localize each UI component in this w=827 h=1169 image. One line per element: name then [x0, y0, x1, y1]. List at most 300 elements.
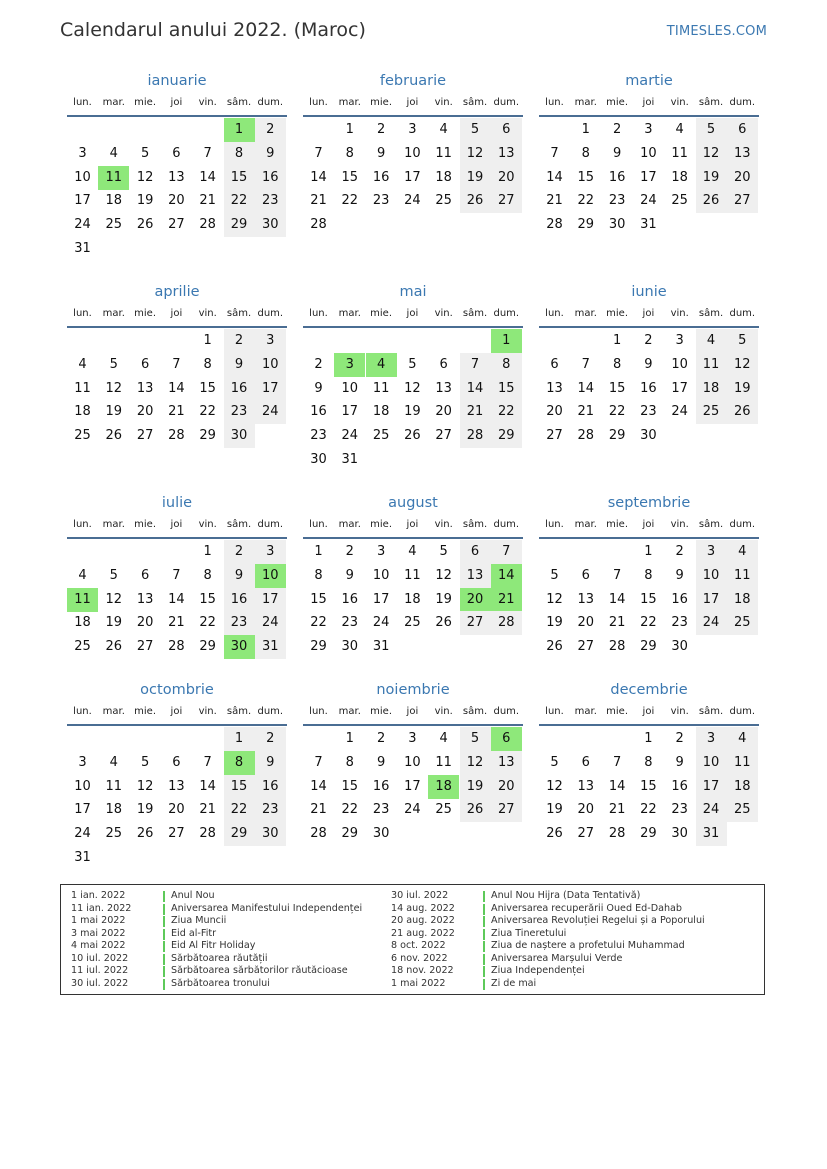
day-cell: 7 [172, 356, 181, 372]
day-cell: 29 [199, 428, 216, 444]
legend-holiday-name: Anul Nou [171, 890, 215, 901]
day-cell: 5 [460, 727, 491, 751]
day-cell: 24 [255, 611, 286, 635]
day-cell: 26 [136, 826, 154, 842]
day-cell: 29 [199, 639, 216, 655]
day-cell: 17 [404, 778, 421, 794]
weekday-label: joi [406, 519, 419, 530]
day-cell: 13 [491, 142, 522, 166]
day-cell: 13 [577, 591, 595, 607]
weekday-label: mie. [606, 519, 629, 530]
day-cell: 29 [577, 217, 595, 233]
day-cell: 4 [439, 122, 448, 137]
day-cell: 10 [255, 353, 286, 377]
weekday-label: dum. [729, 706, 756, 717]
day-cell: 16 [224, 377, 255, 401]
month-divider [303, 115, 523, 117]
weekday-label: vin. [670, 308, 689, 319]
day-cell: 5 [727, 329, 758, 353]
weekday-label: lun. [73, 308, 92, 319]
weekday-label: dum. [493, 706, 520, 717]
weekday-label: mie. [606, 308, 629, 319]
day-cell: 22 [341, 802, 359, 818]
legend-marker [483, 979, 485, 990]
day-cell: 19 [460, 166, 491, 190]
weekday-label: joi [642, 706, 655, 717]
day-cell: 19 [460, 775, 491, 799]
holiday-day-cell: 21 [491, 588, 522, 612]
day-cell: 6 [581, 754, 590, 770]
day-cell: 29 [310, 639, 327, 655]
weekday-label: sâm. [698, 97, 724, 108]
day-cell: 7 [314, 754, 323, 770]
weekday-label: mie. [370, 97, 393, 108]
weekday-label: sâm. [462, 519, 488, 530]
day-cell: 10 [341, 380, 359, 396]
day-cell: 21 [460, 400, 491, 424]
day-cell: 6 [140, 356, 150, 372]
legend-marker [163, 891, 165, 902]
day-cell: 23 [372, 193, 390, 209]
day-cell: 21 [577, 404, 595, 420]
day-cell: 26 [546, 639, 563, 655]
weekday-label: vin. [434, 97, 453, 108]
day-cell: 7 [314, 145, 323, 161]
day-cell: 21 [546, 193, 563, 209]
holiday-day-cell: 1 [224, 118, 255, 142]
weekday-label: dum. [729, 519, 756, 530]
day-cell: 26 [435, 615, 452, 631]
weekday-label: mie. [134, 519, 157, 530]
day-cell: 7 [612, 754, 622, 770]
day-cell: 5 [550, 567, 559, 583]
day-cell: 12 [546, 778, 563, 794]
legend-date: 6 nov. 2022 [391, 952, 448, 964]
day-cell: 1 [644, 544, 653, 559]
day-cell: 15 [341, 169, 359, 185]
day-cell: 1 [224, 727, 255, 751]
weekday-label: joi [406, 706, 419, 717]
day-cell: 23 [255, 798, 286, 822]
day-cell: 20 [136, 404, 154, 420]
weekday-label: vin. [198, 706, 217, 717]
legend-marker [483, 941, 485, 952]
day-cell: 5 [696, 118, 727, 142]
day-cell: 8 [612, 356, 622, 372]
day-cell: 27 [460, 611, 491, 635]
day-cell: 3 [376, 544, 386, 559]
day-cell: 9 [345, 567, 354, 583]
day-cell: 23 [671, 615, 688, 631]
day-cell: 24 [74, 826, 91, 842]
day-cell: 6 [491, 118, 522, 142]
day-cell: 16 [372, 778, 390, 794]
weekday-label: mar. [338, 97, 361, 108]
legend-holiday-name: Eid al-Fitr [171, 927, 217, 939]
day-cell: 21 [199, 802, 216, 818]
holiday-day-cell: 4 [366, 353, 397, 377]
day-cell: 28 [546, 217, 563, 233]
day-cell: 13 [460, 564, 491, 588]
weekday-label: vin. [670, 97, 689, 108]
day-cell: 2 [675, 731, 684, 746]
day-cell: 6 [550, 356, 559, 372]
month-name: august [388, 495, 438, 511]
day-cell: 27 [491, 798, 522, 822]
day-cell: 20 [577, 802, 595, 818]
month-name: februarie [379, 73, 447, 89]
day-cell: 15 [199, 591, 216, 607]
day-cell: 22 [224, 189, 255, 213]
weekday-label: sâm. [698, 519, 724, 530]
day-cell: 16 [341, 591, 359, 607]
page-title: Calendarul anului 2022. (Maroc) [60, 19, 366, 41]
day-cell: 5 [109, 356, 118, 372]
day-cell: 9 [314, 380, 323, 396]
month-name: noiembrie [376, 682, 450, 698]
legend-marker [163, 954, 165, 965]
day-cell: 30 [341, 639, 359, 655]
day-cell: 25 [727, 611, 758, 635]
weekday-label: mar. [102, 519, 125, 530]
weekday-label: vin. [434, 308, 453, 319]
weekday-label: mie. [370, 706, 393, 717]
weekday-header [303, 706, 523, 720]
month-name: aprilie [154, 284, 200, 300]
day-cell: 30 [671, 639, 688, 655]
weekday-label: mar. [338, 519, 361, 530]
day-cell: 6 [581, 567, 590, 583]
day-cell: 23 [310, 428, 327, 444]
day-cell: 5 [408, 356, 417, 372]
day-cell: 6 [140, 567, 150, 583]
day-cell: 5 [140, 754, 150, 770]
day-cell: 25 [74, 639, 91, 655]
day-cell: 17 [255, 377, 286, 401]
day-cell: 9 [644, 356, 653, 372]
weekday-label: vin. [198, 519, 217, 530]
weekday-label: joi [406, 308, 419, 319]
weekday-label: mar. [102, 97, 125, 108]
day-cell: 2 [644, 333, 653, 348]
day-cell: 24 [372, 615, 390, 631]
day-cell: 21 [608, 615, 626, 631]
day-cell: 30 [224, 424, 255, 448]
weekday-label: dum. [729, 308, 756, 319]
day-cell: 3 [696, 727, 727, 751]
month-divider [539, 115, 759, 117]
day-cell: 7 [203, 145, 212, 161]
day-cell: 28 [199, 217, 216, 233]
legend-date: 1 mai 2022 [391, 977, 446, 989]
holiday-day-cell: 18 [428, 775, 459, 799]
day-cell: 5 [460, 118, 491, 142]
day-cell: 15 [640, 591, 657, 607]
day-cell: 3 [408, 122, 417, 137]
day-cell: 24 [404, 802, 421, 818]
day-cell: 28 [608, 826, 626, 842]
day-cell: 23 [671, 802, 688, 818]
day-cell: 12 [546, 591, 563, 607]
site-link[interactable]: TIMESLES.COM [666, 24, 767, 39]
day-cell: 30 [372, 826, 390, 842]
day-cell: 22 [199, 404, 216, 420]
day-cell: 16 [255, 166, 286, 190]
day-cell: 18 [105, 802, 123, 818]
day-cell: 17 [696, 588, 727, 612]
day-cell: 11 [435, 145, 452, 161]
day-cell: 19 [105, 615, 123, 631]
weekday-label: dum. [493, 97, 520, 108]
day-cell: 23 [608, 193, 626, 209]
weekday-label: joi [406, 97, 419, 108]
weekday-label: mie. [370, 308, 393, 319]
legend-holiday-name: Zi de mai [491, 977, 537, 989]
holiday-day-cell: 6 [491, 727, 522, 751]
day-cell: 25 [435, 802, 452, 818]
weekday-label: joi [642, 97, 655, 108]
month-divider [539, 724, 759, 726]
day-cell: 19 [546, 802, 563, 818]
legend-marker [163, 904, 165, 915]
day-cell: 17 [696, 775, 727, 799]
day-cell: 11 [372, 380, 390, 396]
day-cell: 26 [727, 400, 758, 424]
day-cell: 20 [168, 802, 185, 818]
weekday-label: mie. [370, 519, 393, 530]
weekday-label: lun. [73, 97, 92, 108]
day-cell: 8 [224, 142, 255, 166]
day-cell: 16 [372, 169, 390, 185]
day-cell: 9 [376, 754, 386, 770]
day-cell: 2 [612, 122, 622, 137]
month-name: martie [625, 73, 673, 89]
legend-date: 30 iul. 2022 [391, 890, 449, 901]
legend-holiday-name: Sărbătoarea sărbătorilor răutăcioase [171, 965, 348, 976]
day-cell: 8 [581, 145, 590, 161]
weekday-label: mar. [574, 308, 597, 319]
day-cell: 7 [460, 353, 491, 377]
day-cell: 12 [136, 778, 154, 794]
holiday-day-cell: 11 [98, 166, 129, 190]
day-cell: 28 [491, 611, 522, 635]
weekday-label: mie. [606, 97, 629, 108]
day-cell: 11 [404, 567, 421, 583]
legend-date: 1 mai 2022 [71, 915, 126, 926]
weekday-label: joi [170, 519, 183, 530]
day-cell: 25 [105, 217, 123, 233]
day-cell: 19 [546, 615, 563, 631]
day-cell: 17 [671, 380, 688, 396]
weekday-header [67, 519, 287, 533]
day-cell: 17 [404, 169, 421, 185]
day-cell: 29 [640, 639, 657, 655]
day-cell: 3 [408, 731, 417, 746]
day-cell: 18 [696, 377, 727, 401]
day-cell: 2 [345, 544, 354, 559]
day-cell: 1 [581, 122, 590, 137]
holiday-day-cell: 1 [491, 329, 522, 353]
day-cell: 3 [255, 540, 286, 564]
legend-holiday-name: Ziua Muncii [171, 915, 227, 926]
holiday-day-cell: 30 [224, 635, 255, 659]
day-cell: 15 [341, 778, 359, 794]
day-cell: 17 [341, 404, 359, 420]
day-cell: 15 [224, 166, 255, 190]
day-cell: 27 [435, 428, 452, 444]
day-cell: 19 [105, 404, 123, 420]
day-cell: 8 [491, 353, 522, 377]
day-cell: 7 [203, 754, 212, 770]
holiday-day-cell: 8 [224, 751, 255, 775]
day-cell: 11 [671, 145, 688, 161]
day-cell: 12 [696, 142, 727, 166]
day-cell: 21 [608, 802, 626, 818]
day-cell: 30 [255, 213, 286, 237]
legend-date: 11 iul. 2022 [71, 965, 129, 976]
legend-holiday-name: Ziua Independenței [491, 965, 585, 976]
day-cell: 23 [255, 189, 286, 213]
day-cell: 24 [404, 193, 421, 209]
day-cell: 10 [671, 356, 688, 372]
day-cell: 28 [460, 424, 491, 448]
day-cell: 22 [640, 802, 657, 818]
legend-date: 14 aug. 2022 [391, 902, 455, 914]
month-divider [67, 115, 287, 117]
day-cell: 7 [491, 540, 522, 564]
day-cell: 2 [376, 731, 386, 746]
day-cell: 23 [372, 802, 390, 818]
weekday-label: sâm. [226, 97, 252, 108]
day-cell: 12 [435, 567, 452, 583]
legend-holiday-name: Aniversarea Marșului Verde [491, 952, 623, 964]
day-cell: 26 [696, 189, 727, 213]
day-cell: 27 [168, 217, 185, 233]
weekday-label: mar. [338, 308, 361, 319]
weekday-label: joi [170, 97, 183, 108]
day-cell: 26 [136, 217, 154, 233]
day-cell: 20 [577, 615, 595, 631]
holiday-day-cell: 20 [460, 588, 491, 612]
weekday-label: dum. [257, 519, 284, 530]
day-cell: 12 [136, 169, 154, 185]
day-cell: 1 [612, 333, 622, 348]
day-cell: 7 [550, 145, 559, 161]
day-cell: 9 [675, 754, 684, 770]
day-cell: 29 [224, 822, 255, 846]
legend-date: 30 iul. 2022 [71, 977, 129, 989]
day-cell: 10 [696, 564, 727, 588]
legend-holiday-name: Aniversarea recuperării Oued Ed-Dahab [491, 902, 683, 914]
day-cell: 14 [168, 591, 185, 607]
day-cell: 12 [105, 380, 123, 396]
day-cell: 10 [640, 145, 657, 161]
day-cell: 23 [640, 404, 657, 420]
weekday-label: joi [642, 308, 655, 319]
day-cell: 14 [310, 169, 327, 185]
day-cell: 29 [224, 213, 255, 237]
day-cell: 17 [74, 193, 91, 209]
weekday-label: vin. [434, 706, 453, 717]
legend-date: 11 ian. 2022 [71, 902, 132, 914]
day-cell: 13 [136, 380, 154, 396]
weekday-label: lun. [73, 706, 92, 717]
day-cell: 18 [727, 588, 758, 612]
legend-holiday-name: Aniversarea Manifestului Independenței [171, 902, 363, 914]
day-cell: 11 [727, 564, 758, 588]
weekday-label: dum. [257, 97, 284, 108]
day-cell: 10 [404, 754, 421, 770]
day-cell: 5 [140, 145, 150, 161]
day-cell: 20 [136, 615, 154, 631]
day-cell: 13 [491, 751, 522, 775]
day-cell: 31 [372, 639, 390, 655]
legend-date: 21 aug. 2022 [391, 927, 455, 939]
day-cell: 26 [460, 189, 491, 213]
legend-marker [483, 954, 485, 965]
day-cell: 11 [105, 778, 123, 794]
day-cell: 8 [345, 754, 354, 770]
weekday-header [303, 308, 523, 322]
day-cell: 14 [460, 377, 491, 401]
weekday-label: mar. [574, 706, 597, 717]
day-cell: 3 [675, 333, 684, 348]
day-cell: 10 [404, 145, 421, 161]
day-cell: 31 [74, 241, 91, 256]
day-cell: 15 [608, 380, 626, 396]
day-cell: 22 [640, 615, 657, 631]
holiday-day-cell: 3 [334, 353, 365, 377]
month-name: octombrie [140, 682, 214, 698]
day-cell: 10 [372, 567, 390, 583]
weekday-label: sâm. [462, 97, 488, 108]
day-cell: 26 [404, 428, 421, 444]
weekday-label: sâm. [698, 706, 724, 717]
day-cell: 3 [78, 145, 87, 161]
weekday-header [303, 519, 523, 533]
month-divider [303, 724, 523, 726]
legend-marker [163, 929, 165, 940]
day-cell: 30 [640, 428, 657, 444]
day-cell: 21 [310, 802, 327, 818]
month-divider [539, 326, 759, 328]
day-cell: 24 [671, 404, 688, 420]
day-cell: 16 [640, 380, 657, 396]
day-cell: 8 [314, 567, 323, 583]
legend-date: 18 nov. 2022 [391, 965, 454, 976]
month-name: iulie [161, 495, 193, 511]
day-cell: 25 [74, 428, 91, 444]
weekday-header [67, 308, 287, 322]
holiday-day-cell: 11 [67, 588, 98, 612]
day-cell: 24 [255, 400, 286, 424]
day-cell: 19 [727, 377, 758, 401]
day-cell: 2 [224, 329, 255, 353]
day-cell: 14 [199, 169, 216, 185]
day-cell: 7 [612, 567, 622, 583]
day-cell: 16 [671, 591, 688, 607]
legend-date: 4 mai 2022 [71, 940, 126, 951]
day-cell: 9 [675, 567, 684, 583]
day-cell: 12 [404, 380, 421, 396]
day-cell: 25 [105, 826, 123, 842]
day-cell: 8 [345, 145, 354, 161]
day-cell: 30 [310, 452, 327, 467]
day-cell: 4 [675, 122, 684, 137]
weekday-label: vin. [670, 519, 689, 530]
day-cell: 6 [460, 540, 491, 564]
legend-date: 20 aug. 2022 [391, 915, 455, 926]
